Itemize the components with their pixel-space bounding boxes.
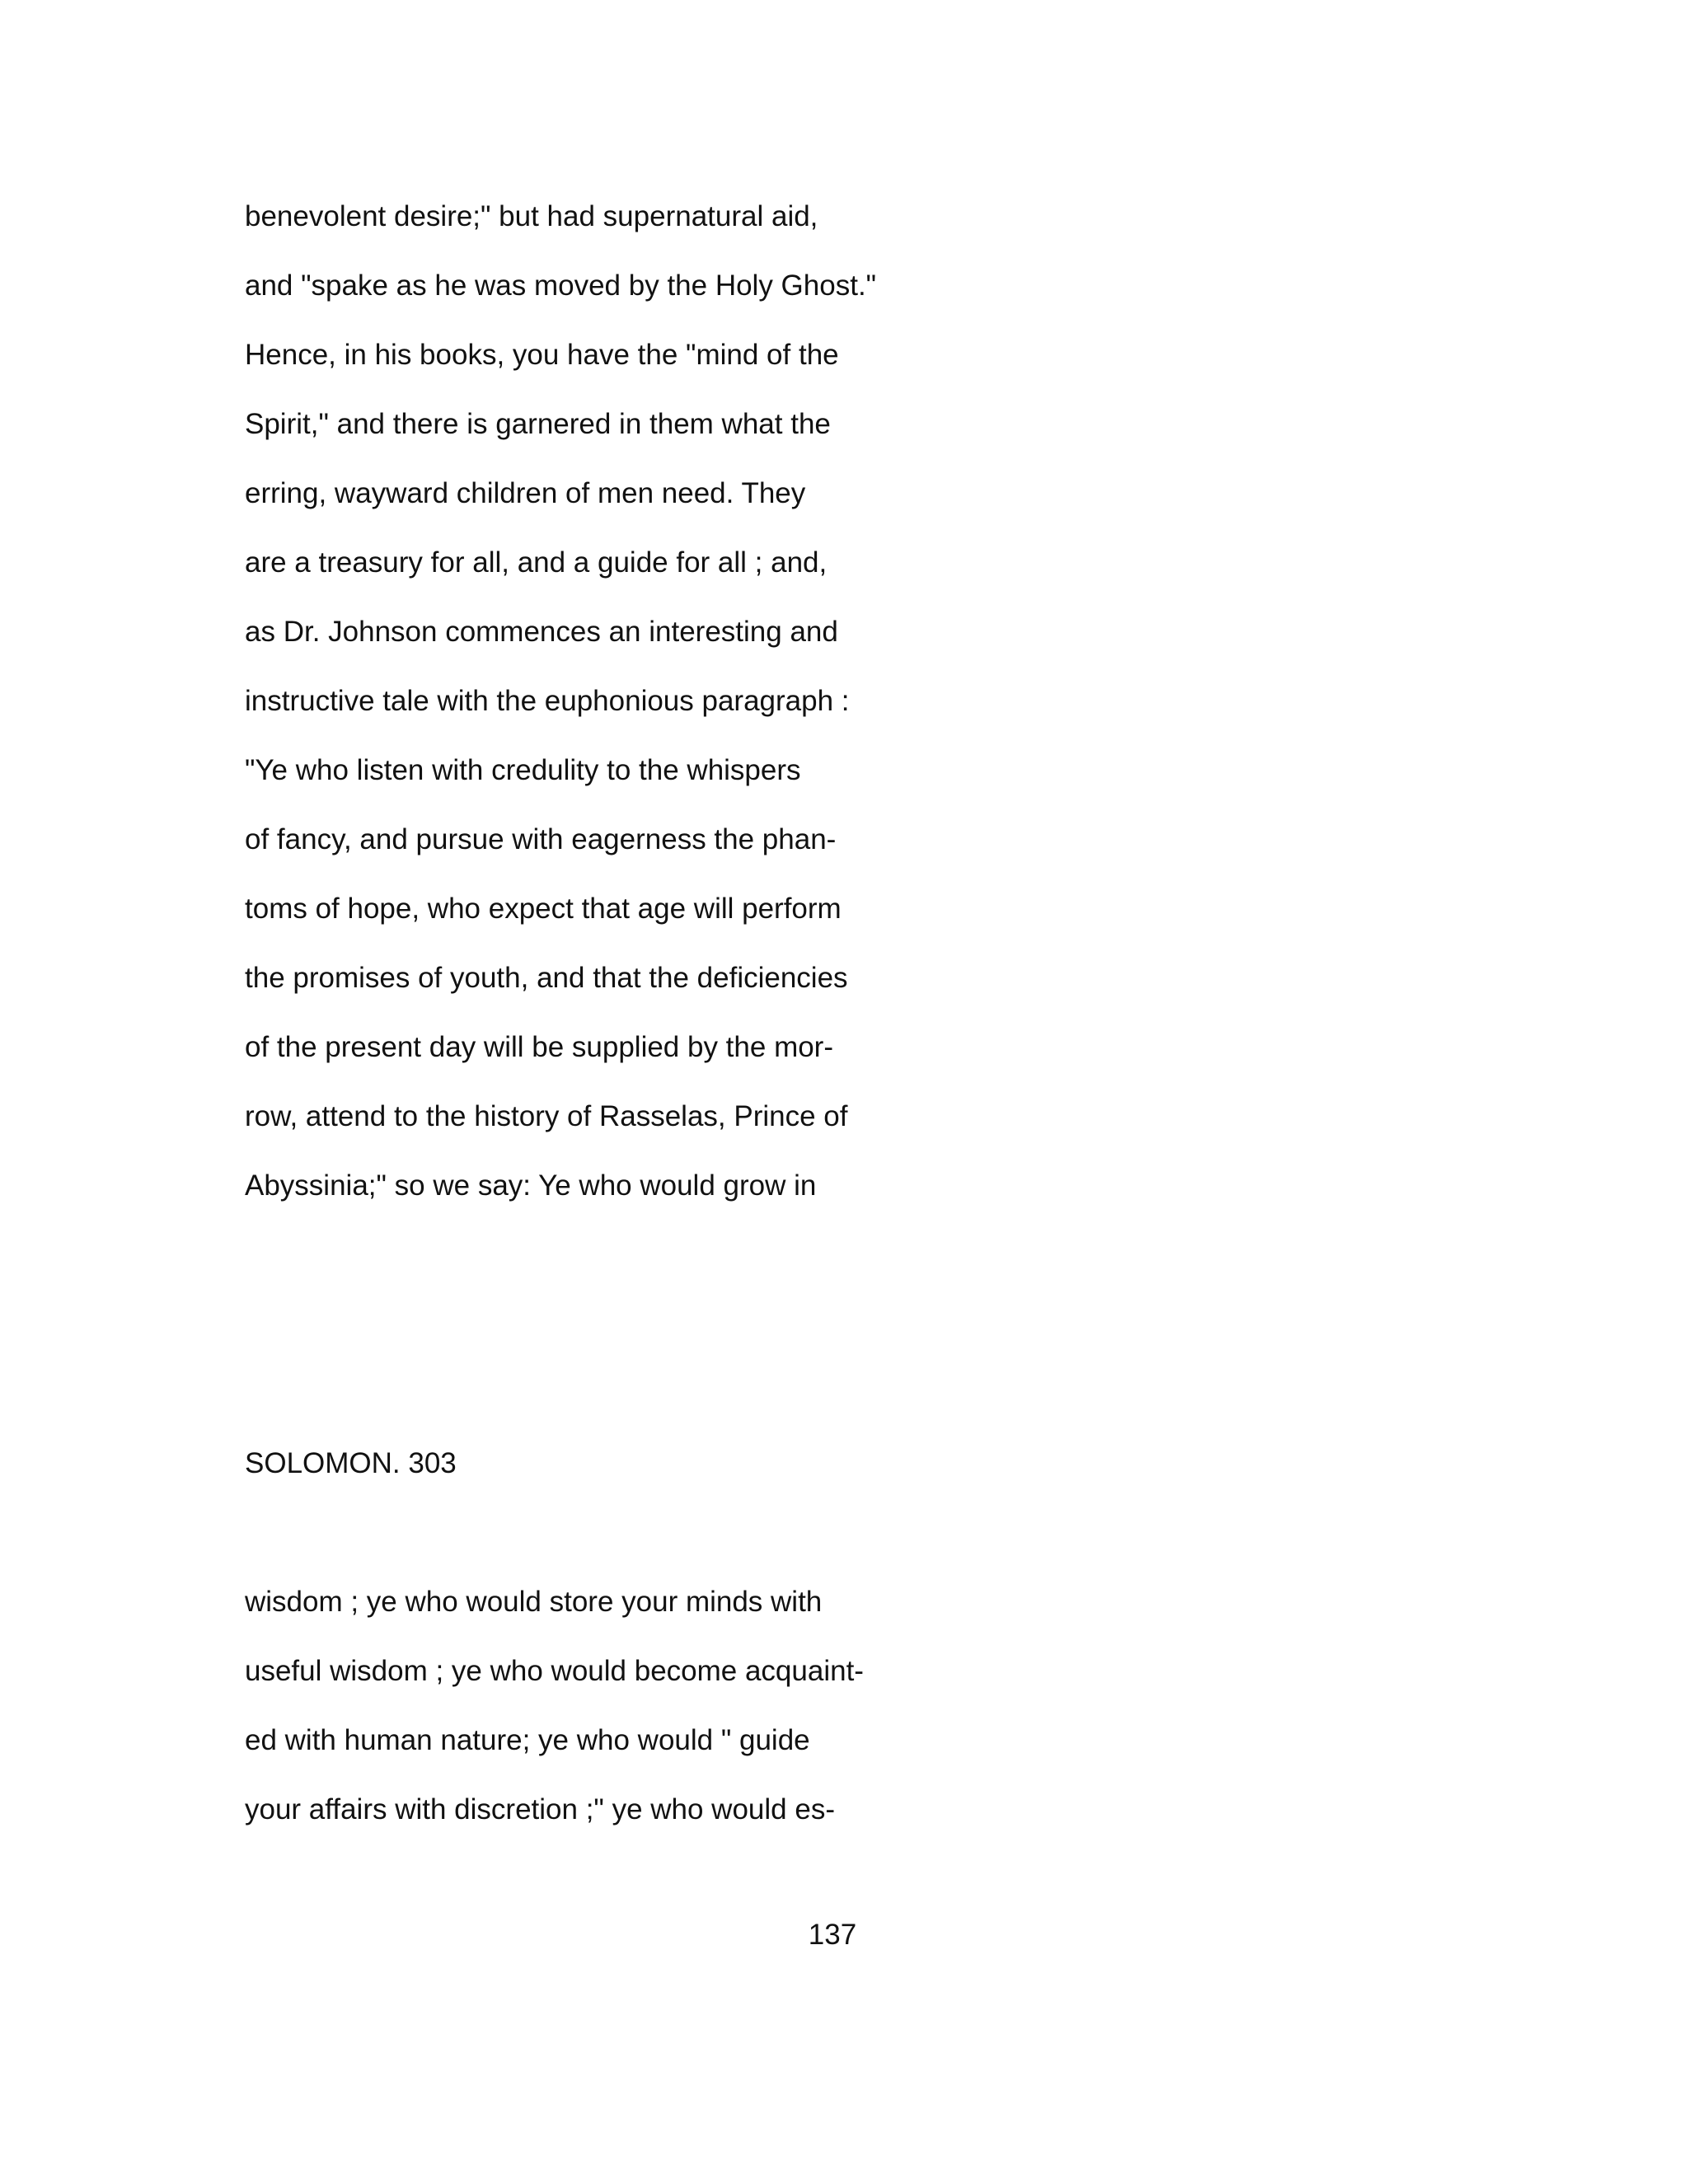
page-number: 137 [808, 1919, 857, 1951]
text-line: Spirit," and there is garnered in them what the [245, 408, 831, 440]
text-line: of fancy, and pursue with eagerness the phan- [245, 823, 837, 855]
text-line: row, attend to the history of Rasselas, Prince of [245, 1100, 848, 1132]
text-line: and "spake as he was moved by the Holy Ghost." [245, 269, 877, 302]
text-line: as Dr. Johnson commences an interesting and [245, 616, 838, 648]
text-line: are a treasury for all, and a guide for all ; and, [245, 546, 828, 579]
text-line: your affairs with discretion ;" ye who would es- [245, 1793, 835, 1825]
text-line: toms of hope, who expect that age will perform [245, 893, 842, 925]
text-line: Hence, in his books, you have the "mind of the [245, 339, 839, 371]
text-line: useful wisdom ; ye who would become acquaint- [245, 1655, 864, 1687]
text-line: benevolent desire;" but had supernatural aid, [245, 200, 818, 232]
text-line: instructive tale with the euphonious paragraph : [245, 685, 850, 717]
text-line: wisdom ; ye who would store your minds with [245, 1586, 823, 1618]
text-line: of the present day will be supplied by the mor- [245, 1031, 833, 1063]
text-line: ed with human nature; ye who would " guide [245, 1724, 810, 1756]
text-line: the promises of youth, and that the deficiencies [245, 962, 848, 994]
text-line: erring, wayward children of men need. They [245, 477, 806, 509]
text-line: Abyssinia;" so we say: Ye who would grow in [245, 1169, 817, 1202]
text-line: "Ye who listen with credulity to the whispers [245, 754, 801, 786]
running-head: SOLOMON. 303 [245, 1447, 457, 1479]
